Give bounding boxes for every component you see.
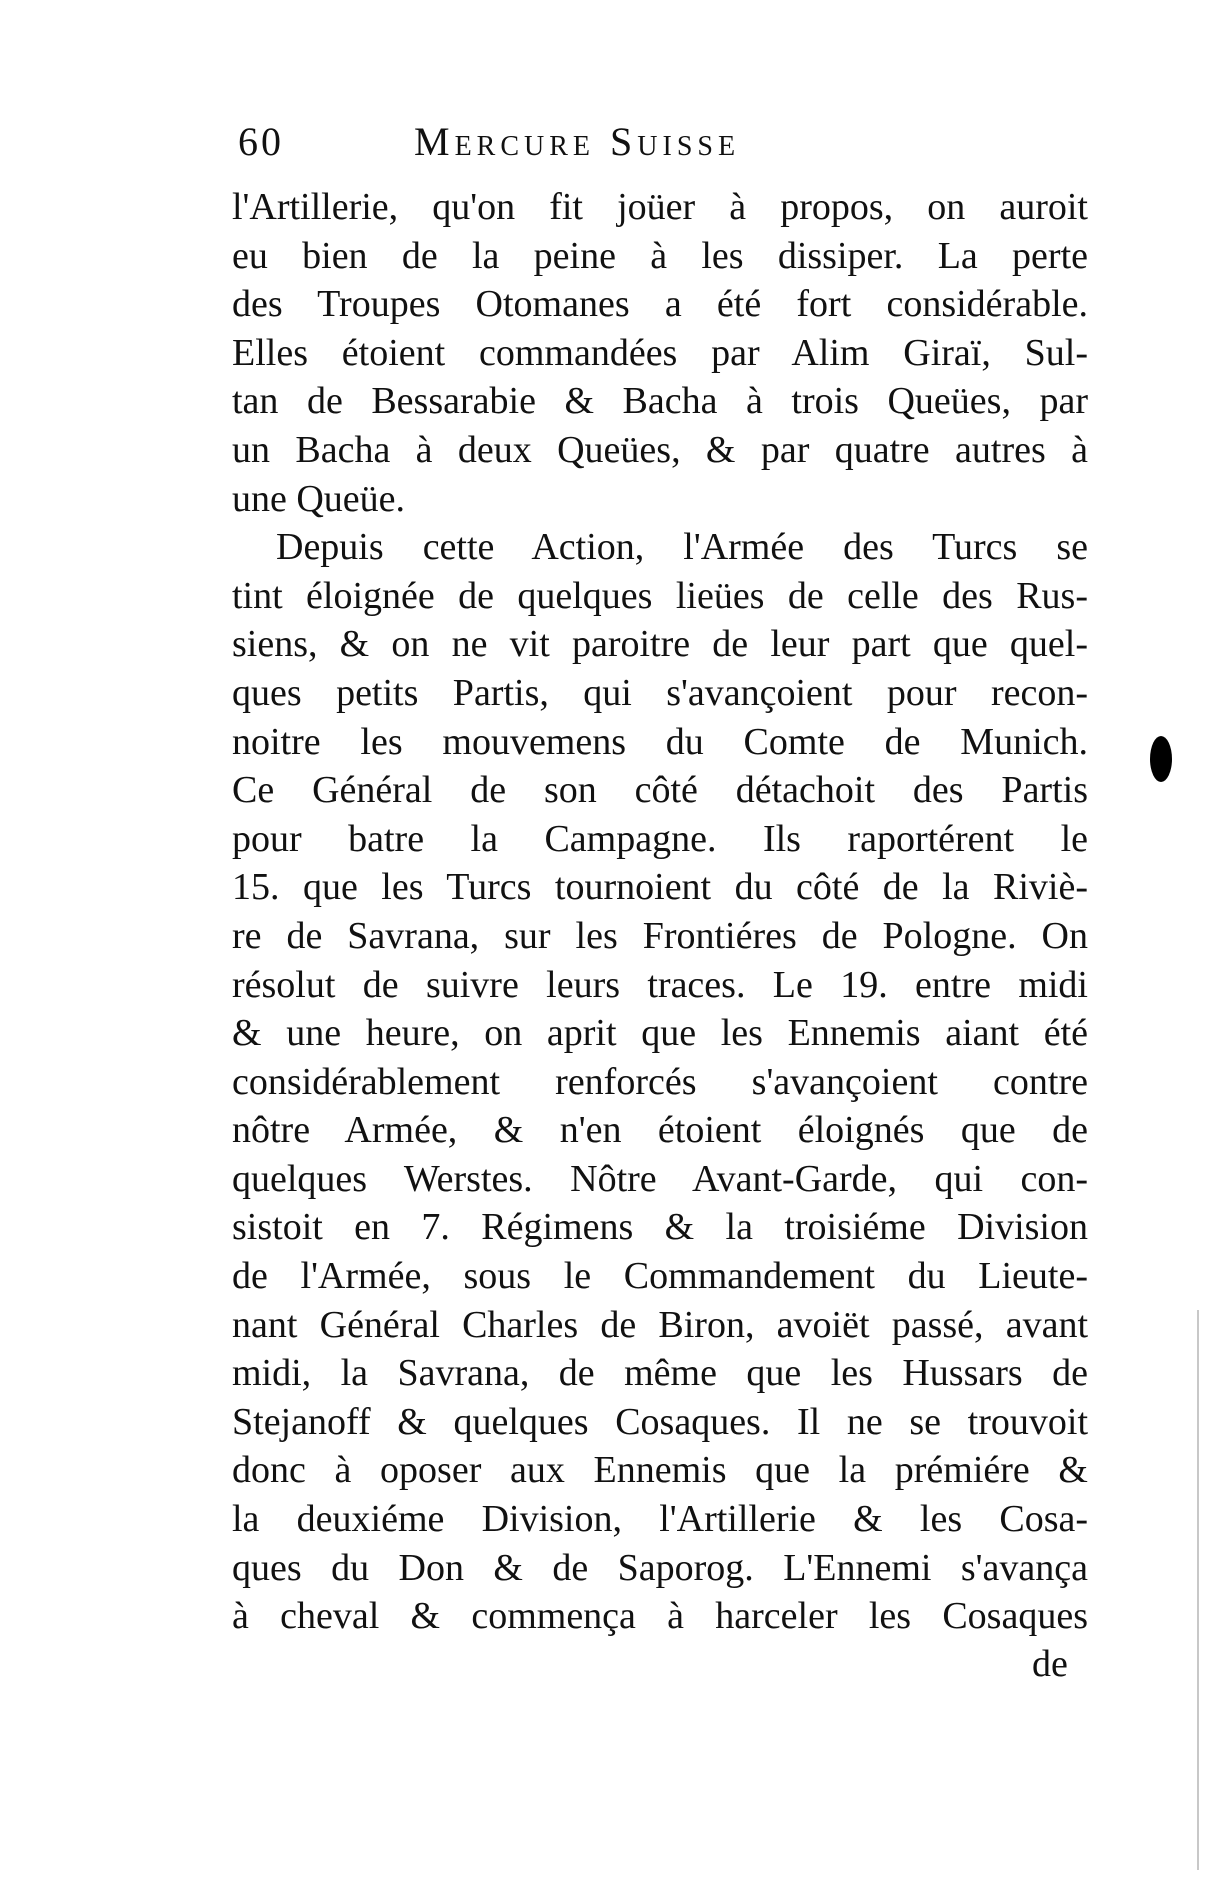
text-line: nant Général Charles de Biron, avoiët passé, avant (232, 1303, 1088, 1346)
text-line: une Queüe. (232, 477, 406, 520)
text-line: noitre les mouvemens du Comte de Munich. (232, 720, 1088, 763)
body-text (232, 183, 1088, 1641)
text-line: Stejanoff & quelques Cosaques. Il ne se trouvoit (232, 1400, 1088, 1443)
text-line: quelques Werstes. Nôtre Avant-Garde, qui con- (232, 1157, 1088, 1200)
text-line: résolut de suivre leurs traces. Le 19. entre midi (232, 963, 1088, 1006)
text-line: tan de Bessarabie & Bacha à trois Queües, par (232, 380, 1088, 423)
page-number: 60 (238, 119, 284, 164)
text-line: eu bien de la peine à les dissiper. La perte (232, 234, 1088, 277)
text-line: & une heure, on aprit que les Ennemis aiant été (232, 1012, 1088, 1055)
catchword: de (1032, 1643, 1068, 1685)
text-line: donc à oposer aux Ennemis que la prémiére & (232, 1449, 1088, 1492)
text-line: siens, & on ne vit paroitre de leur part que quel- (232, 623, 1088, 666)
text-line: l'Artillerie, qu'on fit joüer à propos, on auroit (232, 186, 1088, 228)
text-line: des Troupes Otomanes a été fort considérable. (232, 283, 1088, 326)
text-line: Elles étoient commandées par Alim Giraï, Sul- (232, 331, 1088, 374)
text-line: midi, la Savrana, de même que les Hussars de (232, 1352, 1088, 1395)
text-line: tint éloignée de quelques lieües de celle des Rus- (232, 574, 1088, 617)
paragraph-start-line: Depuis cette Action, l'Armée des Turcs se (276, 526, 1088, 569)
running-title: Mercure Suisse (414, 119, 741, 164)
text-line: ques petits Partis, qui s'avançoient pour recon- (232, 671, 1088, 714)
text-line: re de Savrana, sur les Frontiéres de Pologne. On (232, 914, 1088, 957)
text-line: considérablement renforcés s'avançoient contre (232, 1060, 1088, 1103)
ink-blot-mark (1150, 736, 1172, 782)
scan-edge-line (1197, 1310, 1199, 1870)
text-line: la deuxiéme Division, l'Artillerie & les Cosa- (232, 1498, 1088, 1541)
text-line: un Bacha à deux Queües, & par quatre autres à (232, 428, 1088, 471)
text-line: ques du Don & de Saporog. L'Ennemi s'avança (232, 1546, 1088, 1589)
text-line: pour batre la Campagne. Ils raportérent le (232, 817, 1088, 860)
text-line: de l'Armée, sous le Commandement du Lieute- (232, 1255, 1088, 1298)
text-line: à cheval & commença à harceler les Cosaques (232, 1595, 1088, 1638)
text-line: sistoit en 7. Régimens & la troisiéme Division (232, 1206, 1088, 1249)
text-line: nôtre Armée, & n'en étoient éloignés que de (232, 1109, 1088, 1152)
running-head (232, 118, 892, 174)
text-line: Ce Général de son côté détachoit des Partis (232, 769, 1088, 812)
text-line: 15. que les Turcs tournoient du côté de la Riviè- (232, 866, 1088, 909)
